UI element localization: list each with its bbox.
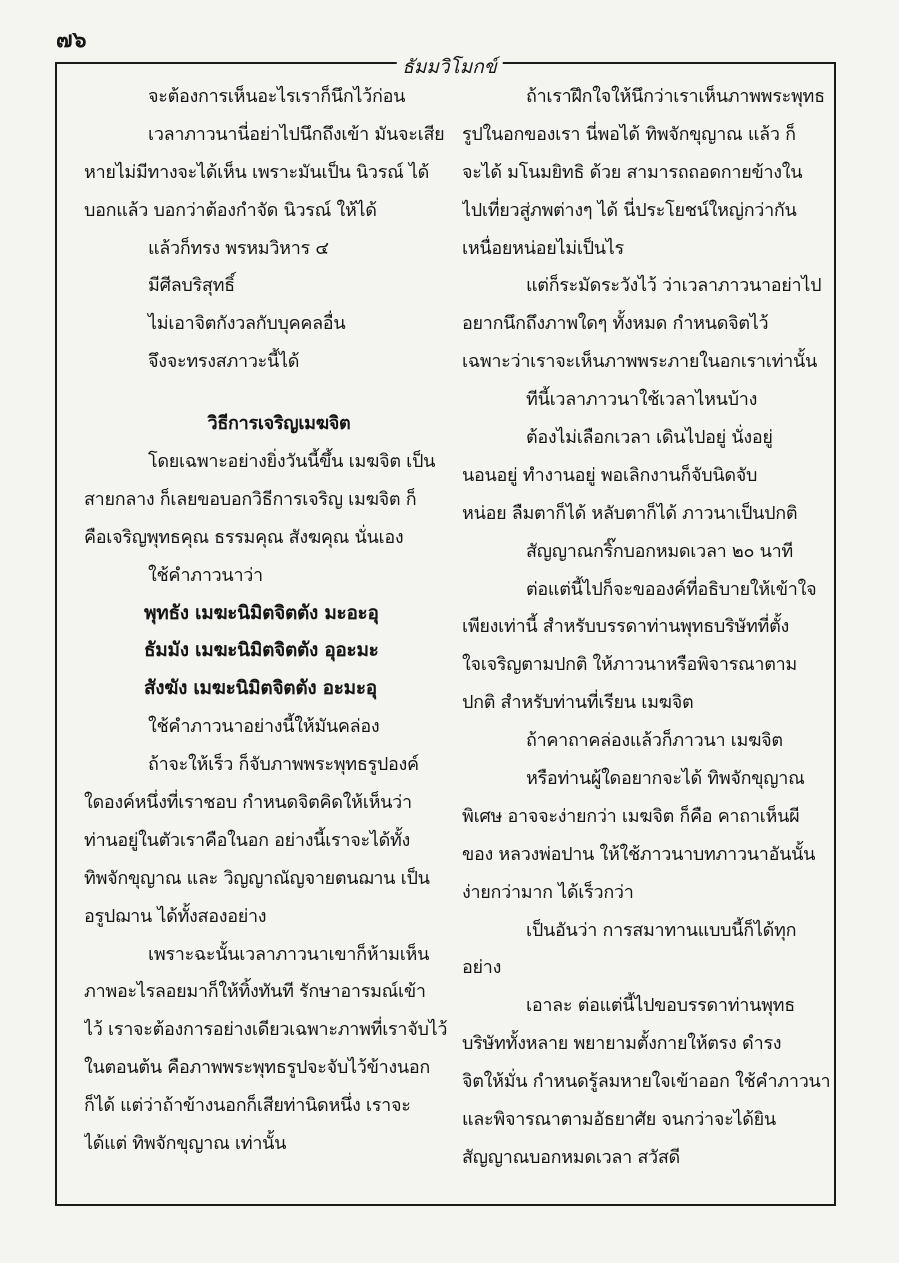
paragraph-line: ต้องไม่เลือกเวลา เดินไปอยู่ นั่งอยู่	[526, 427, 773, 449]
paragraph-line: ทิพจักขุญาณ และ วิญญาณัญจายตนฌาน เป็น	[84, 867, 430, 889]
paragraph-line: จะต้องการเห็นอะไรเราก็นึกไว้ก่อน	[148, 86, 406, 107]
paragraph-line: บริษัททั้งหลาย พยายามตั้งกายให้ตรง ดำรง	[462, 1033, 782, 1055]
paragraph-line: จึงจะทรงสภาวะนี้ได้	[148, 351, 300, 373]
paragraph-line: ต่อแต่นี้ไปก็จะขอองค์ที่อธิบายให้เข้าใจ	[526, 578, 817, 600]
paragraph-line: เพียงเท่านี้ สำหรับบรรดาท่านพุทธบริษัทที่ตั้ง	[462, 616, 789, 638]
paragraph-line: ได้แต่ ทิพจักขุญาณ เท่านั้น	[84, 1133, 287, 1155]
running-title: ธัมมวิโมกข์	[396, 52, 503, 82]
paragraph-line: ทีนี้เวลาภาวนาใช้เวลาไหนบ้าง	[526, 389, 758, 411]
paragraph-line: คือเจริญพุทธคุณ ธรรมคุณ สังฆคุณ นั่นเอง	[84, 526, 404, 548]
page-number: ๗๖	[56, 28, 87, 53]
chant-line: พุทธัง เมฆะนิมิตจิตตัง มะอะอุ	[144, 601, 379, 624]
paragraph-line: พิเศษ อาจจะง่ายกว่า เมฆจิต ก็คือ คาถาเห็นผี	[462, 805, 800, 827]
paragraph-line: ไปเที่ยวสู่ภพต่างๆ ได้ นี่ประโยชน์ใหญ่กว่ากัน	[462, 199, 797, 221]
paragraph-line: แต่ก็ระมัดระวังไว้ ว่าเวลาภาวนาอย่าไป	[526, 275, 822, 297]
paragraph-line: สายกลาง ก็เลยขอบอกวิธีการเจริญ เมฆจิต ก็	[84, 488, 417, 510]
paragraph-line: โดยเฉพาะอย่างยิ่งวันนี้ขึ้น เมฆจิต เป็น	[148, 451, 436, 473]
paragraph-line: ท่านอยู่ในตัวเราคือในอก อย่างนี้เราจะได้ทั้ง	[84, 829, 411, 851]
paragraph-line: ถ้าเราฝึกใจให้นึกว่าเราเห็นภาพพระพุทธ	[526, 86, 825, 107]
paragraph-line: ของ หลวงพ่อปาน ให้ใช้ภาวนาบทภาวนาอันนั้น	[462, 843, 816, 865]
paragraph-line: ง่ายกว่ามาก ได้เร็วกว่า	[462, 881, 634, 903]
paragraph-line: เฉพาะว่าเราจะเห็นภาพพระภายในอกเราเท่านั้น	[462, 351, 817, 373]
chant-line: สังฆัง เมฆะนิมิตจิตตัง อะมะอุ	[144, 677, 377, 700]
paragraph-line: นอนอยู่ ทำงานอยู่ พอเลิกงานก็จับนิดจับ	[462, 464, 758, 486]
right-column	[462, 78, 832, 1177]
paragraph-line: ก็ได้ แต่ว่าถ้าข้างนอกก็เสียท่านิดหนึ่ง เราจะ	[84, 1095, 411, 1117]
paragraph-line: ไว้ เราจะต้องการอย่างเดียวเฉพาะภาพที่เราจับไว้	[84, 1019, 448, 1041]
paragraph-line: ในตอนต้น คือภาพพระพุทธรูปจะจับไว้ข้างนอก	[84, 1057, 430, 1079]
left-column	[84, 78, 454, 1163]
paragraph-line: หายไม่มีทางจะได้เห็น เพราะมันเป็น นิวรณ์ ได้	[84, 161, 430, 183]
paragraph-line: เหนื่อยหน่อยไม่เป็นไร	[462, 237, 624, 259]
paragraph-line: อยากนึกถึงภาพใดๆ ทั้งหมด กำหนดจิตไว้	[462, 313, 769, 335]
paragraph-line: จิตให้มั่น กำหนดรู้ลมหายใจเข้าออก ใช้คำภาวนา	[462, 1071, 831, 1093]
paragraph-line: มีศีลบริสุทธิ์	[148, 275, 235, 297]
paragraph-line: ไม่เอาจิตกังวลกับบุคคลอื่น	[148, 313, 346, 335]
paragraph-line: หน่อย ลืมตาก็ได้ หลับตาก็ได้ ภาวนาเป็นปกติ	[462, 502, 798, 524]
paragraph-line: เวลาภาวนานี่อย่าไปนึกถึงเข้า มันจะเสีย	[148, 123, 445, 145]
paragraph-line: ใช้คำภาวนาว่า	[148, 564, 263, 586]
paragraph-line: ภาพอะไรลอยมาก็ให้ทิ้งทันที รักษาอารมณ์เข้า	[84, 981, 426, 1003]
chant-line: ธัมมัง เมฆะนิมิตจิตตัง อุอะมะ	[144, 639, 379, 662]
paragraph-line: เอาละ ต่อแต่นี้ไปขอบรรดาท่านพุทธ	[526, 995, 795, 1017]
paragraph-line: และพิจารณาตามอัธยาศัย จนกว่าจะได้ยิน	[462, 1109, 776, 1131]
paragraph-line: แล้วก็ทรง พรหมวิหาร ๔	[148, 237, 329, 259]
paragraph-line: ปกติ สำหรับท่านที่เรียน เมฆจิต	[462, 692, 694, 714]
paragraph-line: บอกแล้ว บอกว่าต้องกำจัด นิวรณ์ ให้ได้	[84, 199, 377, 221]
paragraph-line: ใจเจริญตามปกติ ให้ภาวนาหรือพิจารณาตาม	[462, 654, 797, 676]
paragraph-line: อย่าง	[462, 957, 502, 979]
paragraph-line: เป็นอันว่า การสมาทานแบบนี้ก็ได้ทุก	[526, 919, 797, 941]
paragraph-line: ถ้าคาถาคล่องแล้วก็ภาวนา เมฆจิต	[526, 730, 783, 752]
paragraph-line: สัญญาณบอกหมดเวลา สวัสดี	[462, 1146, 680, 1168]
paragraph-line: จะได้ มโนมยิทธิ ด้วย สามารถถอดกายข้างใน	[462, 161, 803, 183]
section-gap	[84, 381, 454, 405]
paragraph-line: เพราะฉะนั้นเวลาภาวนาเขาก็ห้ามเห็น	[148, 943, 430, 965]
paragraph-line: ใช้คำภาวนาอย่างนี้ให้มันคล่อง	[148, 716, 380, 738]
paragraph-line: ใดองค์หนึ่งที่เราชอบ กำหนดจิตคิดให้เห็นว่า	[84, 792, 412, 814]
paragraph-line: อรูปฌาน ได้ทั้งสองอย่าง	[84, 905, 267, 927]
paragraph-line: ถ้าจะให้เร็ว ก็จับภาพพระพุทธรูปองค์	[148, 754, 419, 776]
paragraph-line: รูปในอกของเรา นี่พอได้ ทิพจักขุญาณ แล้ว ก็	[462, 123, 796, 145]
section-heading: วิธีการเจริญเมฆจิต	[207, 413, 351, 435]
paragraph-line: หรือท่านผู้ใดอยากจะได้ ทิพจักขุญาณ	[526, 768, 805, 790]
paragraph-line: สัญญาณกริ๊กบอกหมดเวลา ๒๐ นาที	[526, 540, 793, 562]
